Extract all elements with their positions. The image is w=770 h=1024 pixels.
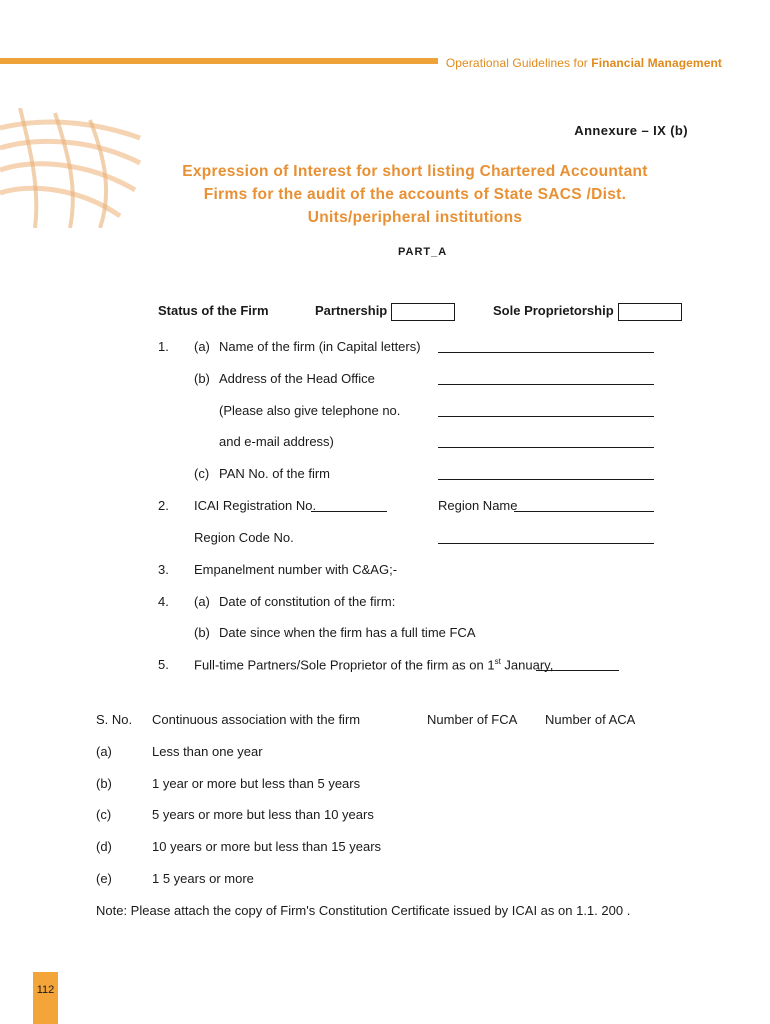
table-row-text: Less than one year <box>152 744 263 759</box>
partnership-checkbox[interactable] <box>391 303 455 321</box>
ordinal-suffix: st <box>494 657 501 666</box>
icai-registration-label: ICAI Registration No. <box>194 498 317 513</box>
table-row-text: 1 5 years or more <box>152 871 254 886</box>
table-row-sno: (c) <box>96 807 112 822</box>
firm-name-field[interactable] <box>438 352 654 353</box>
fulltime-partners-text: Full-time Partners/Sole Proprietor of the firm as on 1 <box>194 657 495 673</box>
head-office-field[interactable] <box>438 384 654 385</box>
item-1b-label: (b) <box>194 371 210 386</box>
sole-proprietorship-label: Sole Proprietorship <box>493 303 614 318</box>
partnership-label: Partnership <box>315 303 388 318</box>
header-prefix: Operational Guidelines for <box>445 56 588 70</box>
item-number-5: 5. <box>158 657 169 672</box>
fulltime-partners-january: January, <box>504 657 554 673</box>
table-header-association: Continuous association with the firm <box>152 712 361 727</box>
pan-field[interactable] <box>438 479 654 480</box>
table-header-fca: Number of FCA <box>427 712 518 727</box>
status-label: Status of the Firm <box>158 303 269 318</box>
item-1a-label: (a) <box>194 339 210 354</box>
header-rule <box>0 58 438 64</box>
email-field[interactable] <box>438 447 654 448</box>
table-row-text: 10 years or more but less than 15 years <box>152 839 382 854</box>
telephone-note-label: (Please also give telephone no. <box>219 403 401 418</box>
empanelment-label: Empanelment number with C&AG;- <box>194 562 398 577</box>
decorative-swoosh-graphic <box>0 108 150 228</box>
title-line-2: Firms for the audit of the accounts of State SACS /Dist. <box>203 186 627 203</box>
item-4a-label: (a) <box>194 594 210 609</box>
fca-date-label: Date since when the firm has a full time FCA <box>219 625 476 640</box>
item-number-1: 1. <box>158 339 169 354</box>
table-row-text: 5 years or more but less than 10 years <box>152 807 374 822</box>
region-code-field[interactable] <box>438 543 654 544</box>
running-header <box>446 56 722 70</box>
item-number-4: 4. <box>158 594 169 609</box>
item-number-3: 3. <box>158 562 169 577</box>
item-number-2: 2. <box>158 498 169 513</box>
part-label: PART_A <box>398 246 448 258</box>
page-number: 112 <box>36 984 55 996</box>
icai-registration-field[interactable] <box>311 511 387 512</box>
fulltime-partners-label <box>194 657 553 672</box>
header-emphasis: Financial Management <box>591 56 722 70</box>
item-4b-label: (b) <box>194 625 210 640</box>
table-header-sno: S. No. <box>96 712 133 727</box>
document-title <box>160 160 670 229</box>
annexure-label: Annexure – IX (b) <box>574 123 688 138</box>
title-line-1: Expression of Interest for short listing Chartered Accountant <box>182 163 648 180</box>
table-row-sno: (e) <box>96 871 112 886</box>
page-number-tab <box>33 972 58 1024</box>
fulltime-partners-field[interactable] <box>536 670 619 671</box>
sole-proprietorship-checkbox[interactable] <box>618 303 682 321</box>
region-name-field[interactable] <box>514 511 654 512</box>
firm-name-label: Name of the firm (in Capital letters) <box>219 339 421 354</box>
email-note-label: and e-mail address) <box>219 434 334 449</box>
telephone-field[interactable] <box>438 416 654 417</box>
title-line-3: Units/peripheral institutions <box>307 209 523 226</box>
table-row-sno: (b) <box>96 776 112 791</box>
head-office-label: Address of the Head Office <box>219 371 375 386</box>
table-row-sno: (a) <box>96 744 112 759</box>
item-1c-label: (c) <box>194 466 210 481</box>
pan-label: PAN No. of the firm <box>219 466 331 481</box>
table-header-aca: Number of ACA <box>545 712 636 727</box>
attachment-note: Note: Please attach the copy of Firm's Constitution Certificate issued by ICAI as on 1.1. 200 . <box>96 903 631 918</box>
table-row-text: 1 year or more but less than 5 years <box>152 776 361 791</box>
table-row-sno: (d) <box>96 839 112 854</box>
region-name-label: Region Name <box>438 498 518 513</box>
constitution-date-label: Date of constitution of the firm: <box>219 594 396 609</box>
region-code-label: Region Code No. <box>194 530 294 545</box>
